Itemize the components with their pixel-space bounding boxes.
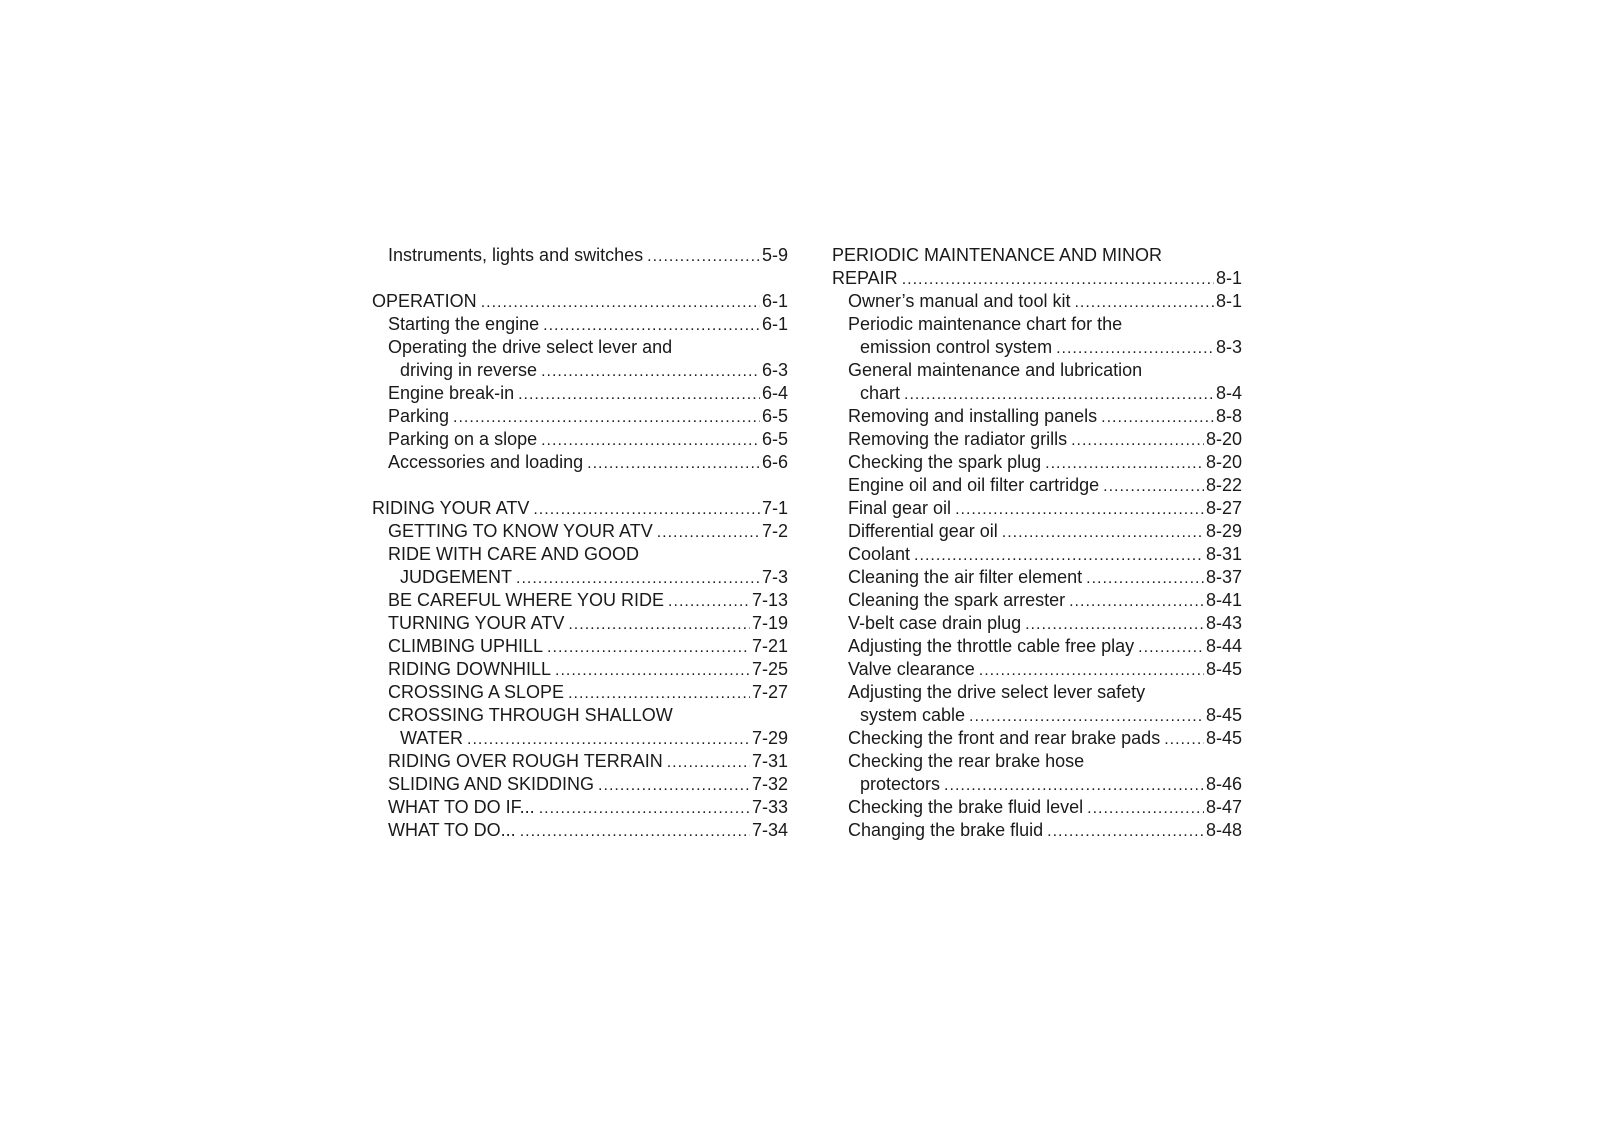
toc-entry-title: Checking the spark plug (848, 452, 1042, 472)
toc-entry[interactable] (372, 451, 788, 474)
toc-leader-dots (1087, 797, 1204, 820)
toc-leader-dots (539, 797, 750, 820)
toc-leader-dots (518, 383, 760, 406)
toc-leader-dots (547, 636, 750, 659)
toc-page-number: 8-45 (1205, 705, 1242, 725)
toc-page-number: 8-45 (1205, 728, 1242, 748)
toc-entry-title: General maintenance and lubrication (848, 360, 1143, 380)
toc-entry-title: GETTING TO KNOW YOUR ATV (388, 521, 653, 541)
toc-entry-title: WHAT TO DO... (388, 820, 516, 840)
toc-entry[interactable] (832, 428, 1242, 451)
toc-entry-title: WATER (400, 728, 463, 748)
toc-entry[interactable] (832, 474, 1242, 497)
toc-entry[interactable] (832, 773, 1242, 796)
toc-leader-dots (587, 452, 760, 475)
toc-page-number: 7-34 (751, 820, 788, 840)
toc-entry[interactable] (372, 612, 788, 635)
toc-spacer (372, 474, 788, 497)
toc-entry[interactable] (832, 566, 1242, 589)
toc-page-number: 8-20 (1205, 452, 1242, 472)
toc-leader-dots (467, 728, 750, 751)
toc-entry-title: TURNING YOUR ATV (388, 613, 565, 633)
toc-entry[interactable] (372, 244, 788, 267)
toc-entry-title: REPAIR (832, 268, 898, 288)
toc-leader-dots (481, 291, 760, 314)
toc-entry-title: Parking (388, 406, 450, 426)
toc-entry-title: Checking the rear brake hose (848, 751, 1085, 771)
toc-section-heading[interactable] (832, 244, 1242, 267)
toc-entry[interactable] (372, 313, 788, 336)
toc-leader-dots (453, 406, 760, 429)
toc-page-number: 8-4 (1215, 383, 1242, 403)
toc-leader-dots (902, 268, 1214, 291)
toc-entry-title: WHAT TO DO IF... (388, 797, 535, 817)
toc-entry-title: CROSSING THROUGH SHALLOW (388, 705, 673, 725)
toc-entry[interactable] (372, 543, 788, 566)
toc-leader-dots (647, 245, 760, 268)
toc-page-number: 7-19 (751, 613, 788, 633)
toc-entry[interactable] (372, 750, 788, 773)
toc-entry[interactable] (372, 773, 788, 796)
toc-entry[interactable] (372, 359, 788, 382)
toc-entry-title: Engine break-in (388, 383, 515, 403)
toc-page-number: 7-32 (751, 774, 788, 794)
toc-page-number: 6-4 (761, 383, 788, 403)
toc-leader-dots (1074, 291, 1214, 314)
toc-entry-title: CLIMBING UPHILL (388, 636, 544, 656)
toc-leader-dots (667, 751, 750, 774)
toc-entry[interactable] (832, 382, 1242, 405)
toc-entry[interactable] (832, 750, 1242, 773)
toc-entry[interactable] (832, 704, 1242, 727)
toc-entry-title: Adjusting the throttle cable free play (848, 636, 1135, 656)
toc-leader-dots (1103, 475, 1204, 498)
toc-leader-dots (555, 659, 750, 682)
toc-entry-title: Final gear oil (848, 498, 952, 518)
toc-entry[interactable] (372, 681, 788, 704)
toc-entry-title: Accessories and loading (388, 452, 584, 472)
toc-page-number: 7-3 (761, 567, 788, 587)
toc-entry-title: Owner’s manual and tool kit (848, 291, 1071, 311)
toc-entry-title: Cleaning the air filter element (848, 567, 1083, 587)
toc-entry[interactable] (832, 589, 1242, 612)
toc-page-number: 7-25 (751, 659, 788, 679)
toc-entry-title: PERIODIC MAINTENANCE AND MINOR (832, 245, 1163, 265)
toc-entry-title: Engine oil and oil filter cartridge (848, 475, 1100, 495)
toc-page-number: 8-47 (1205, 797, 1242, 817)
toc-leader-dots (1069, 590, 1204, 613)
toc-entry-title: chart (860, 383, 901, 403)
toc-entry-title: RIDING OVER ROUGH TERRAIN (388, 751, 663, 771)
toc-page-number: 7-31 (751, 751, 788, 771)
toc-leader-dots (969, 705, 1204, 728)
toc-leader-dots (1164, 728, 1204, 751)
toc-page-number: 7-29 (751, 728, 788, 748)
toc-entry[interactable] (372, 336, 788, 359)
toc-entry[interactable] (372, 382, 788, 405)
toc-entry-title: SLIDING AND SKIDDING (388, 774, 595, 794)
toc-leader-dots (1047, 820, 1204, 843)
toc-leader-dots (1138, 636, 1204, 659)
toc-entry[interactable] (832, 635, 1242, 658)
toc-page-number: 7-2 (761, 521, 788, 541)
toc-page-number: 8-20 (1205, 429, 1242, 449)
toc-page-number: 8-8 (1215, 406, 1242, 426)
toc-page-number: 8-3 (1215, 337, 1242, 357)
toc-leader-dots (955, 498, 1204, 521)
toc-leader-dots (516, 567, 760, 590)
toc-entry[interactable] (372, 635, 788, 658)
toc-entry[interactable] (832, 451, 1242, 474)
toc-leader-dots (568, 682, 750, 705)
toc-entry-title: Coolant (848, 544, 911, 564)
toc-leader-dots (1071, 429, 1204, 452)
toc-entry-title: Valve clearance (848, 659, 975, 679)
toc-leader-dots (668, 590, 750, 613)
toc-entry[interactable] (372, 405, 788, 428)
toc-page-number: 8-44 (1205, 636, 1242, 656)
toc-entry-title: Operating the drive select lever and (388, 337, 673, 357)
toc-entry-title: RIDING DOWNHILL (388, 659, 552, 679)
toc-page-number: 7-27 (751, 682, 788, 702)
toc-entry-title: JUDGEMENT (400, 567, 512, 587)
toc-page-number: 8-27 (1205, 498, 1242, 518)
toc-entry-title: Changing the brake fluid (848, 820, 1044, 840)
toc-page-number: 8-31 (1205, 544, 1242, 564)
toc-page-number: 8-45 (1205, 659, 1242, 679)
toc-entry-title: Removing the radiator grills (848, 429, 1068, 449)
toc-leader-dots (598, 774, 750, 797)
toc-entry[interactable] (832, 727, 1242, 750)
toc-entry-title: Differential gear oil (848, 521, 998, 541)
toc-entry[interactable] (372, 704, 788, 727)
toc-page-number: 6-5 (761, 429, 788, 449)
toc-section-heading[interactable] (372, 290, 788, 313)
toc-column-left (372, 244, 788, 842)
toc-section-heading[interactable] (372, 497, 788, 520)
toc-section-heading[interactable] (832, 267, 1242, 290)
toc-page-number: 8-1 (1215, 268, 1242, 288)
toc-entry-title: Removing and installing panels (848, 406, 1098, 426)
toc-page-number: 7-13 (751, 590, 788, 610)
toc-spacer (372, 267, 788, 290)
toc-leader-dots (1056, 337, 1214, 360)
toc-entry-title: Cleaning the spark arrester (848, 590, 1066, 610)
toc-entry[interactable] (832, 359, 1242, 382)
toc-entry[interactable] (372, 796, 788, 819)
toc-entry-title: Checking the brake fluid level (848, 797, 1084, 817)
toc-entry-title: Instruments, lights and switches (388, 245, 644, 265)
toc-entry[interactable] (832, 681, 1242, 704)
toc-entry[interactable] (832, 313, 1242, 336)
toc-entry-title: Periodic maintenance chart for the (848, 314, 1123, 334)
toc-entry[interactable] (372, 520, 788, 543)
toc-entry[interactable] (372, 589, 788, 612)
toc-page-number: 8-48 (1205, 820, 1242, 840)
toc-page-number: 7-21 (751, 636, 788, 656)
toc-entry-title: BE CAREFUL WHERE YOU RIDE (388, 590, 665, 610)
toc-leader-dots (944, 774, 1204, 797)
toc-page-number: 8-29 (1205, 521, 1242, 541)
toc-leader-dots (1025, 613, 1204, 636)
toc-entry-title: RIDING YOUR ATV (372, 498, 530, 518)
toc-leader-dots (1086, 567, 1204, 590)
toc-entry-title: RIDE WITH CARE AND GOOD (388, 544, 640, 564)
toc-column-right (832, 244, 1242, 842)
toc-leader-dots (520, 820, 750, 843)
toc-entry-title: Parking on a slope (388, 429, 538, 449)
toc-leader-dots (904, 383, 1214, 406)
toc-entry[interactable] (372, 819, 788, 842)
toc-entry[interactable] (832, 497, 1242, 520)
toc-entry[interactable] (832, 796, 1242, 819)
toc-entry[interactable] (832, 405, 1242, 428)
toc-leader-dots (1045, 452, 1204, 475)
toc-entry[interactable] (832, 336, 1242, 359)
toc-page-number: 8-1 (1215, 291, 1242, 311)
toc-entry-title: Starting the engine (388, 314, 540, 334)
toc-page-number: 8-46 (1205, 774, 1242, 794)
toc-entry-title: protectors (860, 774, 941, 794)
toc-leader-dots (1002, 521, 1204, 544)
toc-leader-dots (543, 314, 760, 337)
toc-entry[interactable] (832, 612, 1242, 635)
toc-entry[interactable] (372, 566, 788, 589)
toc-leader-dots (568, 613, 750, 636)
toc-entry[interactable] (372, 658, 788, 681)
toc-page-number: 5-9 (761, 245, 788, 265)
toc-leader-dots (541, 429, 760, 452)
toc-page-number: 6-1 (761, 291, 788, 311)
toc-entry-title: system cable (860, 705, 966, 725)
toc-leader-dots (657, 521, 760, 544)
toc-entry[interactable] (832, 543, 1242, 566)
toc-entry-title: Checking the front and rear brake pads (848, 728, 1161, 748)
toc-leader-dots (1101, 406, 1214, 429)
toc-entry[interactable] (832, 819, 1242, 842)
toc-page-number: 6-5 (761, 406, 788, 426)
toc-entry-title: driving in reverse (400, 360, 538, 380)
toc-leader-dots (541, 360, 760, 383)
toc-page-number: 7-33 (751, 797, 788, 817)
toc-leader-dots (914, 544, 1204, 567)
toc-entry-title: V-belt case drain plug (848, 613, 1022, 633)
toc-entry-title: OPERATION (372, 291, 477, 311)
toc-page-number: 8-41 (1205, 590, 1242, 610)
toc-page-number: 8-37 (1205, 567, 1242, 587)
toc-leader-dots (533, 498, 760, 521)
toc-entry[interactable] (832, 290, 1242, 313)
toc-leader-dots (979, 659, 1204, 682)
toc-entry[interactable] (372, 727, 788, 750)
toc-entry-title: Adjusting the drive select lever safety (848, 682, 1146, 702)
toc-page-number: 8-22 (1205, 475, 1242, 495)
toc-page-number: 6-3 (761, 360, 788, 380)
toc-entry-title: CROSSING A SLOPE (388, 682, 565, 702)
toc-entry[interactable] (832, 658, 1242, 681)
toc-page-number: 6-6 (761, 452, 788, 472)
toc-entry[interactable] (832, 520, 1242, 543)
toc-entry-title: emission control system (860, 337, 1053, 357)
toc-entry[interactable] (372, 428, 788, 451)
toc-page-number: 6-1 (761, 314, 788, 334)
toc-page-number: 8-43 (1205, 613, 1242, 633)
toc-page-number: 7-1 (761, 498, 788, 518)
